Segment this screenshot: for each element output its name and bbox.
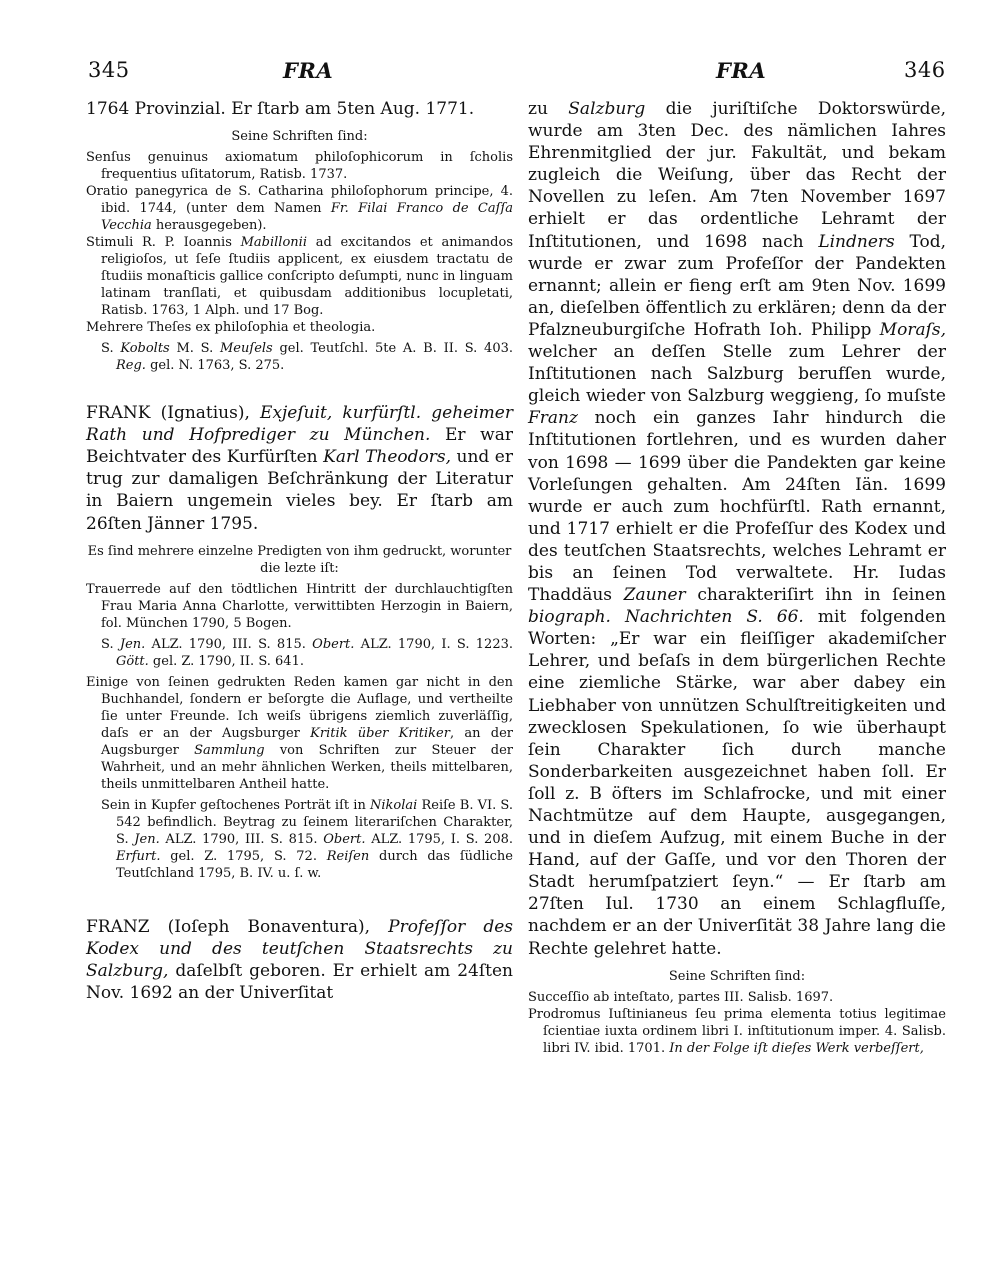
- left-running-head: [283, 58, 333, 83]
- writing-entry: [528, 1006, 946, 1057]
- italic-text: Obert.: [323, 831, 366, 847]
- entry-franz: [86, 916, 513, 1004]
- text: charakteriſirt ihn in ſeinen: [685, 585, 946, 606]
- entry-title: Profeſſor des Kodex und des teutſchen Staatsrechts zu Salzburg,: [86, 916, 513, 981]
- italic-text: Kritik über Kritiker: [310, 725, 450, 741]
- text: Reiſe B. VI. S. 542 befindlich. Beytrag zu ſeinem literariſchen Charakter, S.: [116, 797, 513, 847]
- continued-paragraph: 1764 Provinzial. Er ſtarb am 5ten Aug. 1771.: [86, 99, 475, 119]
- writing-entry: [86, 183, 513, 234]
- right-page-number: 346: [904, 58, 946, 82]
- entry-title: Exjeſuit, kurfürſtl. geheimer Rath und Hofprediger zu München.: [86, 403, 513, 446]
- italic-text: Karl Theodors,: [323, 447, 451, 468]
- left-column: [86, 98, 513, 1004]
- entry-name: FRANZ (Ioſeph Bonaventura),: [86, 916, 371, 937]
- text: S.: [101, 636, 120, 652]
- reference-note: [86, 797, 513, 882]
- italic-text: Moraſs,: [879, 319, 946, 340]
- text: mit folgenden Worten: „Er war ein fleiſſiger akademiſcher Lehrer, und beſaſs in dem bürgerlichen Rechte eine ziemliche Stärke, war aber dabey ein Liebhaber von unnützen Schulſtreitigkeiten und zwecklosen Spekulationen, ſo wie überhaupt ſein Charakter ſich durch manche Sonderbarkeiten ausgezeichnet haben ſoll. Er ſoll z. B öfters im Schlafrocke, und mit einer Nachtmütze auf dem Haupte, ausgegangen, und in dieſem Aufzug, mit einem Buche in der Hand, auf der Gaſſe, und vor den Thoren der Stadt herumſpatziert ſeyn.“ — Er ſtarb am 27ſten Iul. 1730 an einem Schlagfluſſe, nachdem er an der Univerſität 38 Jahre lang die Rechte gelehret hatte.: [528, 607, 946, 959]
- italic-text: Sammlung: [194, 742, 265, 758]
- paragraph-einige: [86, 674, 513, 793]
- text: ALZ. 1790, I. S. 1223.: [354, 636, 513, 652]
- entry-frank: [86, 402, 513, 535]
- text: Oratio panegyrica de S. Catharina philoſophorum principe, 4. ibid. 1744, (unter dem Namen: [86, 184, 513, 217]
- text: noch ein ganzes Iahr hindurch die Inſtitutionen fortlehren, und es wurden daher von 1698 — 1699 über die Pandekten gar keine Vorleſungen gehalten. Am 24ſten Iän. 1699 wurde er auch zum hochfürſtl. Rath ernannt, und 1717 erhielt er die Profeſſur des Kodex und des teutſchen Staatsrechts, welches Lehramt er bis an ſeinen Tod verwaltete. Hr. Iudas Thaddäus: [528, 408, 946, 606]
- text: und er trug zur damaligen Beſchränkung der Literatur in Baiern ungemein vieles bey. Er ſtarb am 26ſten Jänner 1795.: [86, 447, 513, 534]
- italic-text: Reiſen: [326, 848, 370, 864]
- text: Sein in Kupfer geſtochenes Porträt iſt in: [101, 797, 370, 813]
- writing-entry: Succeſſio ab inteſtato, partes III. Salisb. 1697.: [528, 989, 834, 1005]
- reference-note: [86, 636, 513, 670]
- text: Stimuli R. P. Ioannis: [86, 235, 241, 251]
- sermons-note: Es ſind mehrere einzelne Predigten von ihm gedruckt, worunter die lezte iſt:: [87, 543, 512, 576]
- text: Prodromus Iuſtinianeus ſeu prima elementa totius legitimae ſcientiae iuxta ordinem libri I. inſtitutionum imper. 4. Salisb. libri IV. ibid. 1701.: [528, 1006, 946, 1056]
- text: ALZ. 1790, III. S. 815.: [145, 636, 313, 652]
- italic-text: Franz: [528, 408, 578, 429]
- text: von Schriften zur Steuer der Wahrheit, und an mehr ähnlichen Werken, theils mittelbaren, theils unmittelbaren Antheil hatte.: [101, 742, 513, 792]
- italic-text: Erfurt.: [116, 848, 161, 864]
- writing-entry: [86, 234, 513, 319]
- right-column: [528, 98, 946, 1057]
- text: gel. Teutſchl. 5te A. B. II. S. 403.: [272, 341, 514, 357]
- left-page-number: 345: [88, 58, 130, 82]
- right-running-head-text: FRA: [716, 58, 767, 83]
- italic-text: Salzburg: [568, 99, 646, 119]
- italic-text: In der Folge iſt dieſes Werk verbeſſert,: [669, 1040, 924, 1056]
- text: ALZ. 1795, I. S. 208.: [365, 831, 514, 847]
- writing-entry: Senſus genuinus axiomatum philoſophicorum in ſcholis frequentius uſitatorum, Ratisb. 1737.: [86, 150, 513, 183]
- text: gel. Z. 1795, S. 72.: [160, 848, 327, 864]
- text: gel. Z. 1790, II. S. 641.: [148, 653, 304, 669]
- writing-entry: Trauerrede auf den tödtlichen Hintritt der durchlauchtigſten Frau Maria Anna Charlotte, verwittibten Herzogin in Baiern, fol. München 1790, 5 Bogen.: [86, 581, 513, 631]
- italic-text: Gött.: [116, 653, 149, 669]
- text: Er war Beichtvater des Kurfürſten: [86, 425, 513, 468]
- italic-text: biograph. Nachrichten S. 66.: [528, 607, 804, 628]
- italic-text: Mabillonii: [240, 235, 307, 251]
- right-running-head: [716, 58, 766, 83]
- text: ad excitandos et animandos religioſos, ut ſeſe ſtudiis applicent, ex eiusdem tractatu de ſtudiis monaſticis gallice conſcripto deſumpti, nunc in linguam latinam tranſlati, et quibusdam additionibus locupletati, Ratisb. 1763, 1 Alph. und 17 Bog.: [101, 235, 513, 319]
- italic-text: Jen.: [119, 636, 146, 652]
- text: Tod, wurde er zwar zum Profeſſor der Pandekten ernannt; allein er fieng erſt am 9ten Nov. 1699 an, dieſelben öffentlich zu erklären; denn da der Pfalzneuburgiſche Hofrath Ioh. Philipp: [528, 231, 946, 340]
- italic-text: Kobolts: [120, 341, 170, 357]
- text: , an der Augsburger: [101, 725, 513, 758]
- italic-text: Zauner: [623, 585, 686, 606]
- italic-text: Nikolai: [369, 797, 418, 813]
- text: zu: [528, 99, 569, 119]
- italic-text: Fr. Filai Franco de Caſſa Vecchia: [101, 201, 514, 234]
- entry-name: FRANK (Ignatius),: [86, 403, 250, 424]
- italic-text: Reg.: [116, 358, 146, 374]
- italic-text: Meuſels: [220, 341, 273, 357]
- text: S.: [101, 341, 121, 357]
- writings-heading: Seine Schriften ſind:: [231, 129, 368, 145]
- text: Einige von ſeinen gedrukten Reden kamen gar nicht in den Buchhandel, ſondern er beſorgte die Auflage, und vertheilte ſie unter Freunde. Ich weiſs übrigens ziemlich zuverläſſig, daſs er an der Augsburger: [86, 674, 513, 741]
- reference-note: [86, 340, 513, 374]
- text: ALZ. 1790, III. S. 815.: [159, 831, 324, 847]
- writing-entry: Mehrere Theſes ex philoſophia et theologia.: [86, 320, 376, 336]
- writings-heading: Seine Schriften ſind:: [668, 968, 806, 984]
- italic-text: Obert.: [312, 636, 355, 652]
- text: gel. N. 1763, S. 275.: [145, 358, 285, 374]
- franz-continued-paragraph: [528, 98, 946, 960]
- text: daſelbſt geboren. Er erhielt am 24ſten Nov. 1692 an der Univerſitat: [86, 960, 513, 1003]
- text: herausgegeben).: [151, 218, 267, 234]
- italic-text: Jen.: [134, 831, 160, 847]
- text: M. S.: [169, 341, 220, 357]
- text: welcher an deſſen Stelle zum Lehrer der Inſtitutionen nach Salzburg berufſen wurde, gleich wieder von Salzburg weggieng, ſo muſste: [528, 342, 946, 407]
- left-running-head-text: FRA: [283, 58, 334, 83]
- italic-text: Lindners: [818, 231, 895, 252]
- text: die juriſtiſche Doktorswürde, wurde am 3ten Dec. des nämlichen Iahres Ehrenmitglied der jur. Fakultät, und bekam zugleich die Weiſung, über das Recht der Novellen zu leſen. Am 7ten November 1697 erhielt er das ordentliche Lehramt der Inſtitutionen, und 1698 nach: [528, 99, 946, 252]
- text: durch das ſüdliche Teutſchland 1795, B. IV. u. ſ. w.: [116, 848, 513, 881]
